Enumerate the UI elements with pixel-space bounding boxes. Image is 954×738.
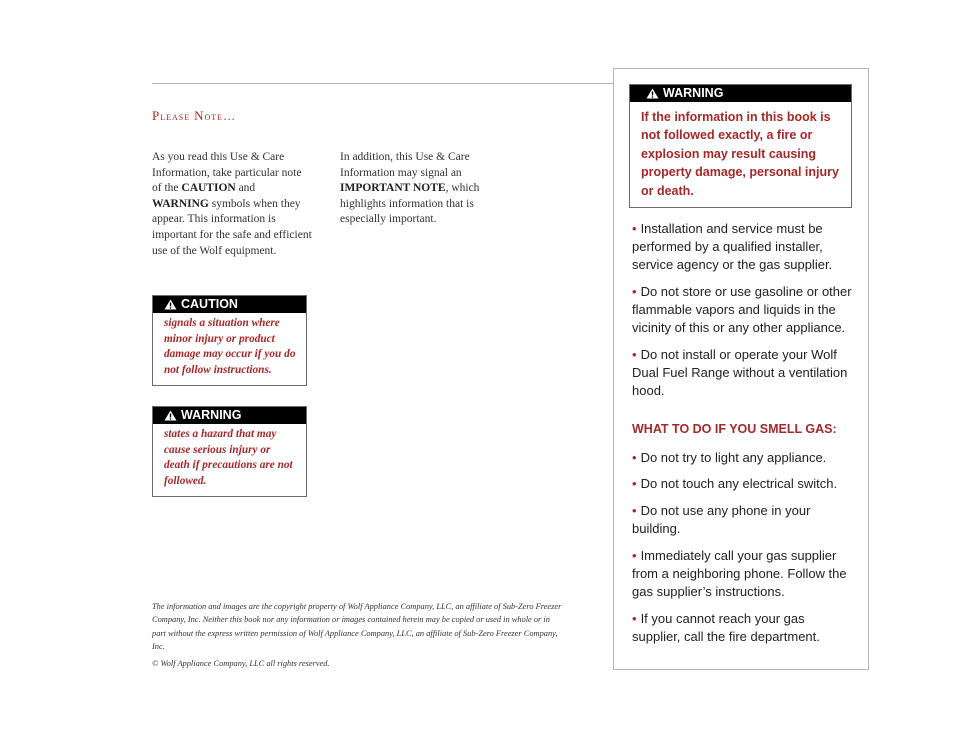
- list-item: • Installation and service must be performed by a qualified installer, service agency or the gas supplier.: [632, 221, 833, 272]
- list-item: • Do not try to light any appliance.: [632, 450, 827, 465]
- main-warning-box: [629, 84, 852, 208]
- warning-label: WARNING: [181, 408, 242, 422]
- intro-paragraph: As you read this Use & Care Information, take particular note of the CAUTION and WARNING symbols when they appear. This information is important for the safe and efficient use of the Wolf equipment.: [152, 151, 312, 257]
- copyright-notice: The information and images are the copyright property of Wolf Appliance Company, LLC, an affiliate of Sub-Zero Freezer Company, Inc. Neither this book nor any information or images contained herein may be copied or used in whole or in part without the express written permission of Wolf Appliance Company, LLC, an affiliate of Sub-Zero Freezer Company, Inc.: [152, 602, 562, 651]
- warning-triangle-icon: [164, 410, 177, 421]
- caution-box: [152, 295, 307, 386]
- caution-label: CAUTION: [181, 297, 238, 311]
- main-warning-header: [630, 85, 851, 102]
- copyright-line: © Wolf Appliance Company, LLC all rights reserved.: [152, 659, 330, 668]
- caution-header: [153, 296, 306, 313]
- top-rule: [152, 83, 614, 84]
- list-item: • Do not store or use gasoline or other flammable vapors and liquids in the vicinity of this or any other appliance.: [632, 284, 852, 335]
- list-item: • If you cannot reach your gas supplier, call the fire department.: [632, 611, 820, 644]
- important-note-paragraph: In addition, this Use & Care Information may signal an IMPORTANT NOTE, which highlights information that is especially important.: [340, 151, 480, 226]
- warning-box: [152, 406, 307, 497]
- warning-header: [153, 407, 306, 424]
- warning-triangle-icon: [646, 88, 659, 99]
- caution-text: signals a situation where minor injury or product damage may occur if you do not follow instructions.: [164, 317, 296, 376]
- list-item: • Do not install or operate your Wolf Dual Fuel Range without a ventilation hood.: [632, 347, 848, 398]
- list-item: • Do not touch any electrical switch.: [632, 476, 838, 491]
- list-item: • Do not use any phone in your building.: [632, 503, 811, 536]
- gas-smell-heading: WHAT TO DO IF YOU SMELL GAS:: [632, 422, 837, 436]
- page-title: Please Note…: [152, 108, 237, 123]
- main-warning-label: WARNING: [663, 86, 724, 100]
- warning-text: states a hazard that may cause serious injury or death if precautions are not followed.: [164, 428, 293, 487]
- warning-triangle-icon: [164, 299, 177, 310]
- list-item: • Immediately call your gas supplier from a neighboring phone. Follow the gas supplier’s instructions.: [632, 548, 847, 599]
- main-warning-text: If the information in this book is not followed exactly, a fire or explosion may result causing property damage, personal injury or death.: [641, 110, 839, 198]
